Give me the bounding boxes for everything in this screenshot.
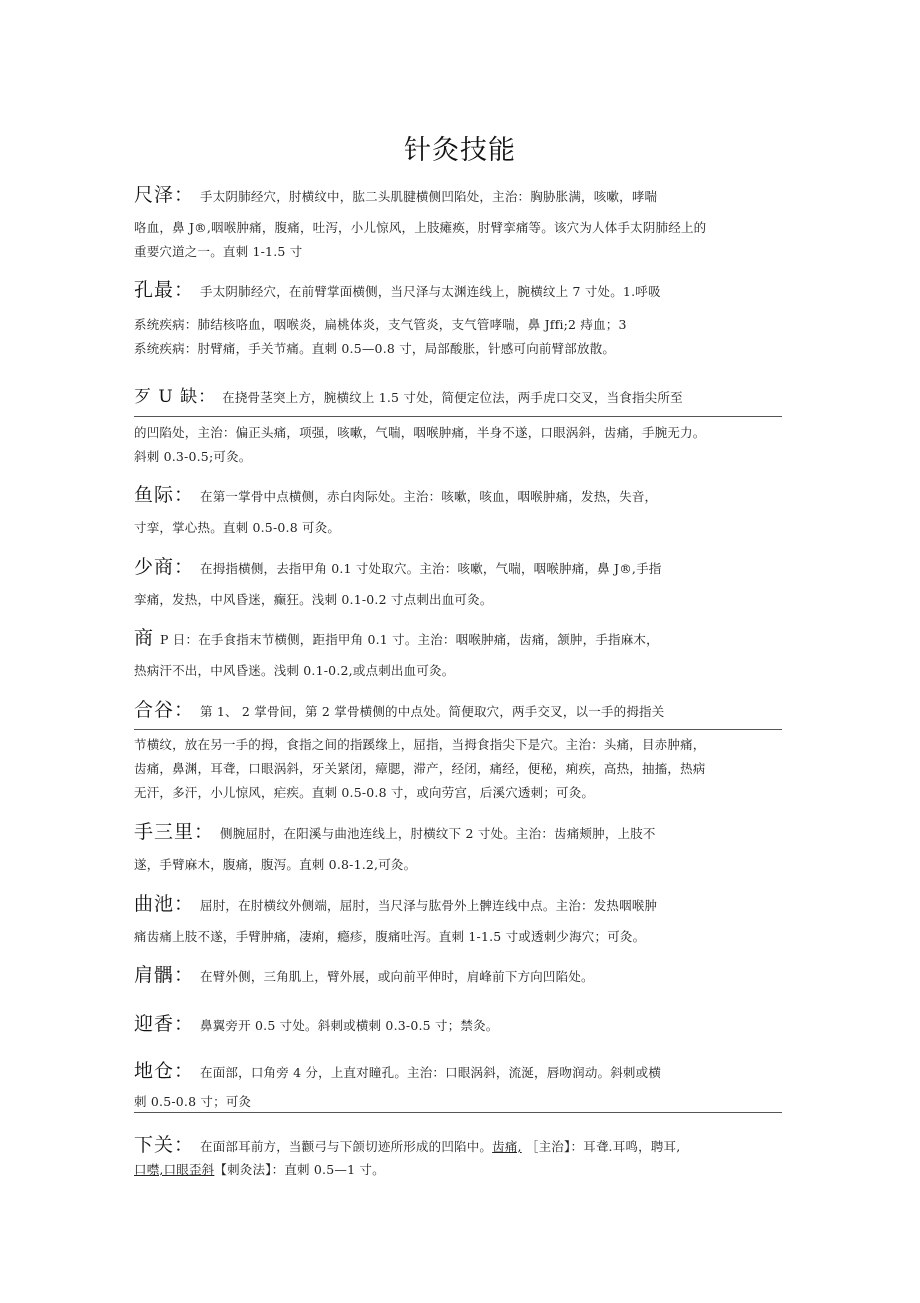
entry-heading: 下关：: [134, 1134, 195, 1156]
entry-xiaguan: [134, 1128, 784, 1182]
entry-lieque: [134, 380, 784, 414]
divider-line: [134, 416, 782, 417]
entry-text: 齿痛，鼻渊，耳聋，口眼涡斜，牙关紧闭，瘴腮，滞产，经闭，痛经，便秘，痢疾，高热，抽搐，热病: [134, 761, 706, 776]
entry-text: 刺 0.5-0.8 寸；可灸: [134, 1094, 252, 1109]
entry-text: 痛齿痛上肢不遂，手臂肿痛，凄痢，瘾疹，腹痛吐泻。直刺 1-1.5 寸或透刺少海穴；可灸。: [134, 929, 646, 944]
divider-line: [134, 1112, 782, 1113]
entry-text: 节横纹，放在另一手的拇，食指之间的指蹊缘上，屈指，当拇食指尖下是穴。主治：头痛，目赤肿痛，: [134, 737, 706, 752]
entry-text: 斜刺 0.3-0.5;可灸。: [134, 449, 252, 464]
entry-heading: 地仓：: [134, 1060, 195, 1082]
entry-text: 咯血，鼻 J®,咽喉肿痛，腹痛，吐泻，小儿惊风，上肢瘫痪，肘臂挛痛等。该穴为人体手太阴肺经上的: [134, 220, 707, 235]
entry-text: 在面部，口角旁 4 分，上直对瞳孔。主治：口眼涡斜，流涎，唇吻润动。斜刺或横: [200, 1065, 662, 1080]
entry-text: 遂，手臂麻木，腹痛，腹泻。直刺 0.8-1.2,可灸。: [134, 857, 417, 872]
entry-heading: 鱼际：: [134, 484, 195, 506]
entry-shangyang: [134, 621, 784, 683]
entry-text: 无汗，多汗，小儿惊风，疟疾。直刺 0.5-0.8 寸，或向劳宫，后溪穴透刺；可灸。: [134, 785, 595, 800]
entry-text: 屈肘，在肘横纹外侧端，屈肘，当尺泽与肱骨外上髀连线中点。主治：发热咽喉肿: [200, 898, 658, 913]
entry-heading: 商: [134, 627, 155, 649]
entry-text: 【刺灸法】：直刺 0.5—1 寸。: [214, 1162, 385, 1177]
entry-text: 侧腕屈肘，在阳溪与曲池连线上，肘横纹下 2 寸处。主治：齿痛颊肿，上肢不: [220, 826, 656, 841]
entry-text: 挛痛，发热，中风昏迷，癫狂。浅刺 0.1-0.2 寸点刺出血可灸。: [134, 592, 493, 607]
entry-shaoshang: [134, 550, 784, 612]
entry-quchi: [134, 887, 784, 949]
entry-yingxiang: [134, 1007, 784, 1041]
entry-heading: 少商：: [134, 556, 195, 578]
entry-text: 在第一掌骨中点横侧，赤白肉际处。主治：咳嗽，咳血，咽喉肿痛，发热，失音，: [200, 489, 658, 504]
document-title: 针灸技能: [404, 135, 516, 166]
entry-heading: 手三里：: [134, 821, 215, 843]
entry-text: 的凹陷处，主治：偏正头痛，项强，咳嗽，气喘，咽喉肿痛，半身不遂，口眼涡斜，齿痛，手腕无力。: [134, 425, 706, 440]
entry-dicang: [134, 1054, 784, 1114]
entry-lieque-cont: [134, 421, 784, 469]
entry-text: 手太阴肺经穴，肘横纹中，肱二头肌腱横侧凹陷处，主治：胸胁胀满，咳嗽，哮喘: [200, 189, 658, 204]
entry-text: 在拇指横侧，去指甲角 0.1 寸处取穴。主治：咳嗽，气喘，咽喉肿痛，鼻 J®,手指: [200, 561, 662, 576]
entry-text: P 日：在手食指末节横侧，距指甲角 0.1 寸。主治：咽喉肿痛，齿痛，颔肿，手指麻木，: [160, 632, 659, 647]
entry-heading: 肩髃：: [134, 964, 195, 986]
entry-text: 鼻翼旁开 0.5 寸处。斜刺或横刺 0.3-0.5 寸；禁灸。: [200, 1018, 499, 1033]
entry-text: 寸挛，掌心热。直刺 0.5-0.8 可灸。: [134, 520, 341, 535]
entry-heading: 孔最：: [134, 279, 195, 301]
entry-shousanli: [134, 815, 784, 877]
entry-jianyu: [134, 958, 784, 992]
entry-text: 系统疾病：肺结核咯血，咽喉炎，扁桃体炎，支气管炎，支气管哮喘，鼻 Jffi;2 痔血；3: [134, 317, 627, 332]
entry-text: 在面部耳前方，当颧弓与下颌切迹所形成的凹陷中。: [200, 1139, 493, 1154]
entry-yuji: [134, 478, 784, 540]
entry-heading: 迎香：: [134, 1013, 195, 1035]
entry-text: 热病汗不出，中风昏迷。浅刺 0.1-0.2,或点刺出血可灸。: [134, 663, 455, 678]
entry-text: ［主治】：耳聋.耳鸣，聘耳,: [525, 1139, 681, 1154]
entry-heading: 歹 U 缺：: [134, 387, 217, 407]
entry-kongzui: [134, 273, 784, 361]
entry-chize: [134, 178, 784, 264]
entry-text: 第 1、 2 掌骨间，第 2 掌骨横侧的中点处。简便取穴，两手交叉，以一手的拇指关: [200, 704, 665, 719]
entry-text: 在挠骨茎突上方，腕横纹上 1.5 寸处，简便定位法，两手虎口交叉，当食指尖所至: [222, 390, 683, 405]
divider-line: [134, 729, 782, 730]
entry-text-underlined: 齿痛,: [492, 1139, 522, 1154]
entry-hegu-cont: [134, 733, 784, 805]
entry-text: 在臂外侧，三角肌上，臂外展，或向前平伸时，肩峰前下方向凹陷处。: [200, 969, 594, 984]
entry-hegu: [134, 693, 784, 727]
entry-text: 系统疾病：肘臂痛，手关节痛。直刺 0.5—0.8 寸，局部酸胀，针感可向前臂部放散。: [134, 341, 616, 356]
entry-heading: 合谷：: [134, 699, 195, 721]
entry-text-underlined: 口噤,口眼歪斜: [134, 1162, 215, 1177]
entry-text: 重要穴道之一。直刺 1-1.5 寸: [134, 244, 303, 259]
entry-text: 手太阴肺经穴，在前臂掌面横侧，当尺泽与太渊连线上，腕横纹上 7 寸处。1.呼吸: [200, 284, 661, 299]
entry-heading: 尺泽：: [134, 184, 195, 206]
entry-heading: 曲池：: [134, 893, 195, 915]
